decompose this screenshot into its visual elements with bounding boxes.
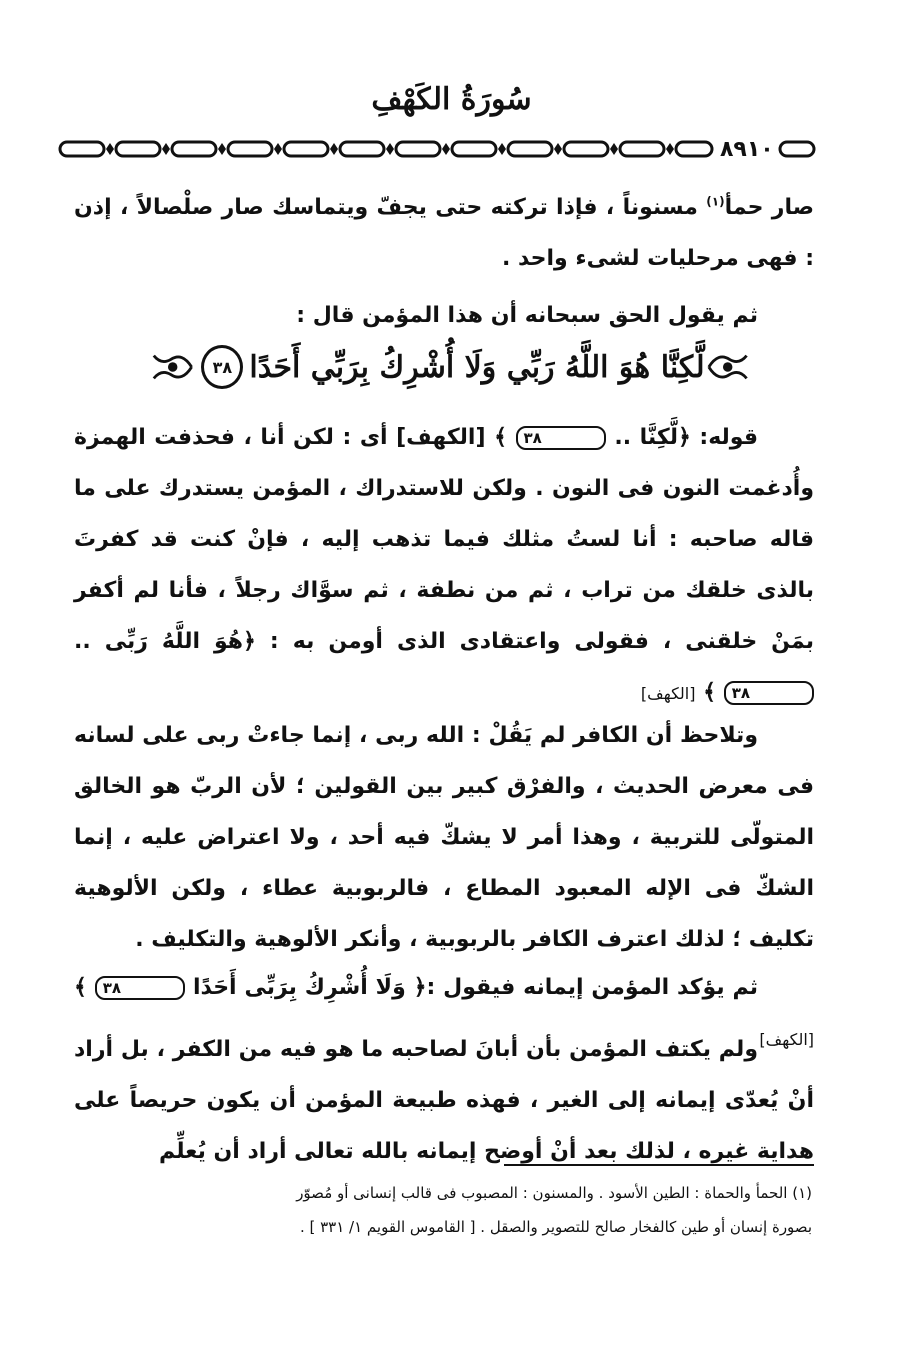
intro-text-start: صار حمأ (724, 195, 814, 220)
page-number: ٨٩١٠ (720, 136, 774, 162)
footnote-marker: (١) (706, 194, 725, 209)
quran-verse (150, 342, 750, 392)
commentary-paragraph-1 (74, 412, 814, 719)
commentary-1-b: ﴾ [الكهف] أى : لكن أنا ، فحذفت الهمزة وأُدغمت النون فى النون . ولكن للاستدراك ، المؤمن يستدرك على ما قاله صاحبه : أنا لستُ مثلك فيما تذهب إليه ، فإنْ كنت قد كفرتَ بالذى خلقك من تراب ، ثم من نطفة ، ثم سوَّاك رجلاً ، فأنا لم أكفر بمَنْ خلقنى ، فقولى واعتقادى الذى أومن به : ﴿هُوَ اللَّهُ رَبِّى .. (74, 425, 814, 654)
footnotes (92, 1176, 812, 1244)
commentary-1-a: قوله: ﴿لَّكِنَّا .. (605, 425, 758, 450)
surah-reference-2: [الكهف] (759, 1030, 814, 1049)
ayah-flourish-right-icon (705, 347, 750, 387)
ayah-text: لَّكِنَّا هُوَ اللَّهُ رَبِّي وَلَا أُشْرِكُ بِرَبِّي أَحَدًا (249, 349, 705, 385)
commentary-2-text: وتلاحظ أن الكافر لم يَقُلْ : الله ربى ، إنما جاءتْ ربى على لسانه فى معرض الحديث ، والفرْق كبير بين القولين ؛ لأن الربّ هو الخالق المتولّى للتربية ، وهذا أمر لا يشكّ فيه أحد ، ولا اعتراض عليه ، إنما الشكّ فى الإله المعبود المطاع ، فالربوبية عطاء ، ولكن الألوهية تكليف ؛ لذلك اعترف الكافر بالربوبية ، وأنكر الألوهية والتكليف . (74, 723, 814, 952)
ornamental-border-icon (56, 137, 716, 161)
commentary-1-c: ﴾ (695, 680, 724, 705)
surah-title: سُورَةُ الكَهْفِ (371, 82, 532, 117)
footnote-line-2: بصورة إنسان أو طين كالفخار صالح للتصوير والصقل . [ القاموس القويم ١/ ٣٣١ ] . (299, 1218, 812, 1236)
header-border (56, 134, 818, 164)
verse-number-marker-3: ٣٨ (95, 976, 185, 1000)
commentary-paragraph-4 (74, 1024, 814, 1177)
commentary-paragraph-2 (74, 710, 814, 965)
commentary-4-text: ولم يكتف المؤمن بأن أبانَ لصاحبه ما هو فيه من الكفر ، بل أراد أنْ يُعدّى إيمانه إلى الغير ، فهذه طبيعة المؤمن أن يكون حريصاً على هداية غيره ، لذلك بعد أنْ أوضح إيمانه بالله تعالى أراد أن يُعلِّم (74, 1037, 814, 1164)
transition-text: ثم يقول الحق سبحانه أن هذا المؤمن قال : (296, 303, 758, 328)
verse-number-marker: ٣٨ (516, 426, 606, 450)
transition-line (74, 290, 814, 341)
intro-paragraph (74, 182, 814, 284)
footnote-line-1: (١) الحمأ والحماة : الطين الأسود . والمسنون : المصبوب فى قالب إنسانى أو مُصوّر (296, 1184, 812, 1202)
commentary-3-a: ثم يؤكد المؤمن إيمانه فيقول :﴿ وَلَا أُشْرِكُ بِرَبِّى أَحَدًا (185, 975, 758, 1000)
border-endcap-icon (778, 138, 818, 160)
intro-text-rest: مسنوناً ، فإذا تركته حتى يجفّ ويتماسك صار صلْصالاً ، إذن : فهى مرحليات لشىء واحد . (74, 195, 814, 271)
verse-number-marker-2: ٣٨ (724, 681, 814, 705)
footnote-divider (504, 1164, 814, 1166)
commentary-3-b: ﴾ (74, 975, 95, 1000)
surah-reference: [الكهف] (640, 684, 696, 703)
ayah-flourish-left-icon (150, 347, 195, 387)
ayah-number-medallion: ٣٨ (201, 345, 243, 389)
